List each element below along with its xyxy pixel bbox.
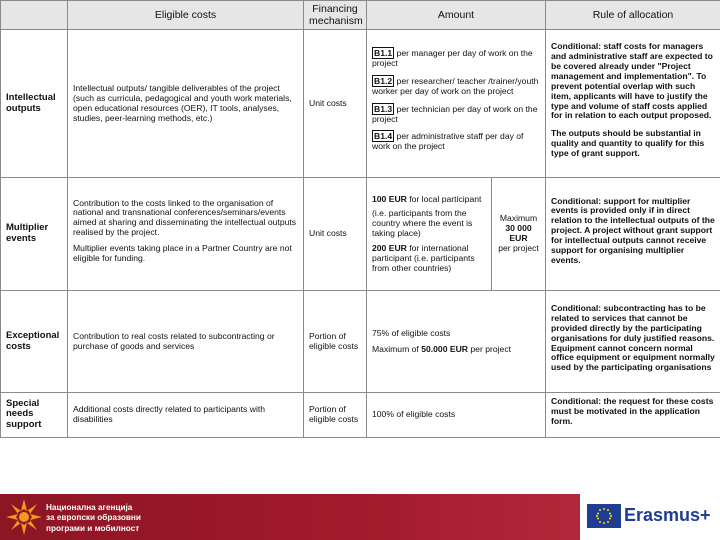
amount-item-b11: B1.1 per manager per day of work on the project bbox=[372, 48, 533, 68]
amount-multiplier-events: 100 EUR for local participant (i.e. participants from the country where the event is taking place) 200 EUR for international participant (i.e. participants from other countries) bbox=[367, 178, 492, 291]
amount-item-b12: B1.2 per researcher/ teacher /trainer/youth worker per day of work on the project bbox=[372, 75, 539, 96]
desc-multiplier-events: Contribution to the costs linked to the organisation of national and transnational conferences/seminars/events aimed at sharing and disseminating the intellectual outputs realised by the project. Multiplier events taking place in a Partner Country are not eligible for funding. bbox=[68, 178, 304, 291]
rule-exceptional-costs: Conditional: subcontracting has to be related to services that cannot be provided directly by the participating organisations for duly justified reasons. Equipment cannot concern normal office equipment or equipment normally used by the participating organisations bbox=[546, 291, 720, 393]
agency-sun-logo-icon bbox=[4, 497, 44, 537]
row-special-needs bbox=[1, 393, 720, 438]
header-financing-mechanism: Financing mechanism bbox=[304, 1, 367, 30]
header-rule-of-allocation: Rule of allocation bbox=[546, 1, 720, 30]
row-multiplier-events bbox=[1, 178, 720, 291]
mech-exceptional-costs: Portion of eligible costs bbox=[304, 291, 367, 393]
amount-maximum-multiplier: Maximum 30 000 EUR per project bbox=[492, 178, 546, 291]
category-intellectual-outputs: Intellectual outputs bbox=[1, 30, 68, 178]
category-multiplier-events: Multiplier events bbox=[1, 178, 68, 291]
amount-item-b13: B1.3 per technician per day of work on the project bbox=[372, 103, 538, 124]
erasmus-plus-logo: Erasmus+ bbox=[624, 505, 711, 525]
row-intellectual-outputs bbox=[1, 30, 720, 178]
eu-flag-icon bbox=[587, 504, 621, 528]
header-eligible-costs: Eligible costs bbox=[68, 1, 304, 30]
rule-special-needs: Conditional: the request for these costs must be motivated in the application form. bbox=[546, 393, 720, 438]
rule-intellectual-outputs: Conditional: staff costs for managers and administrative staff are expected to be covered already under "Project management and implementation". To prevent potential overlap with such item, applicants will have to justify the type and volume of staff costs applied for in relation to each output proposed. The outputs should be substantial in quality and quantity to qualify for this type of grant support. bbox=[546, 30, 720, 178]
mech-intellectual-outputs: Unit costs bbox=[304, 30, 367, 178]
category-exceptional-costs: Exceptional costs bbox=[1, 291, 68, 393]
rule-multiplier-events: Conditional: support for multiplier events is provided only if in direct relation to the intellectual outputs of the project. A project without grant support for intellectual outputs cannot receive support for organising multiplier events. bbox=[546, 178, 720, 291]
desc-intellectual-outputs: Intellectual outputs/ tangible deliverables of the project (such as curricula, pedagogical and youth work materials, open educational resources (OER), IT tools, analyses, studies, peer-learning methods, etc.) bbox=[68, 30, 304, 178]
amount-special-needs: 100% of eligible costs bbox=[367, 393, 546, 438]
mech-multiplier-events: Unit costs bbox=[304, 178, 367, 291]
row-exceptional-costs bbox=[1, 291, 720, 393]
footer-bar bbox=[0, 494, 720, 540]
mech-special-needs: Portion of eligible costs bbox=[304, 393, 367, 438]
amount-item-b14: B1.4 per administrative staff per day of work on the project bbox=[372, 131, 524, 152]
amount-intellectual-outputs bbox=[367, 30, 546, 178]
category-special-needs: Special needs support bbox=[1, 393, 68, 438]
header-amount: Amount bbox=[367, 1, 546, 30]
table-header-row bbox=[1, 1, 720, 30]
footer-red-band bbox=[0, 494, 580, 540]
desc-exceptional-costs: Contribution to real costs related to subcontracting or purchase of goods and services bbox=[68, 291, 304, 393]
amount-exceptional-costs: 75% of eligible costs Maximum of 50.000 EUR per project bbox=[367, 291, 546, 393]
desc-special-needs: Additional costs directly related to participants with disabilities bbox=[68, 393, 304, 438]
agency-name: Национална агенција за европски образовни програми и мобилност bbox=[46, 503, 141, 533]
header-blank bbox=[1, 1, 68, 30]
